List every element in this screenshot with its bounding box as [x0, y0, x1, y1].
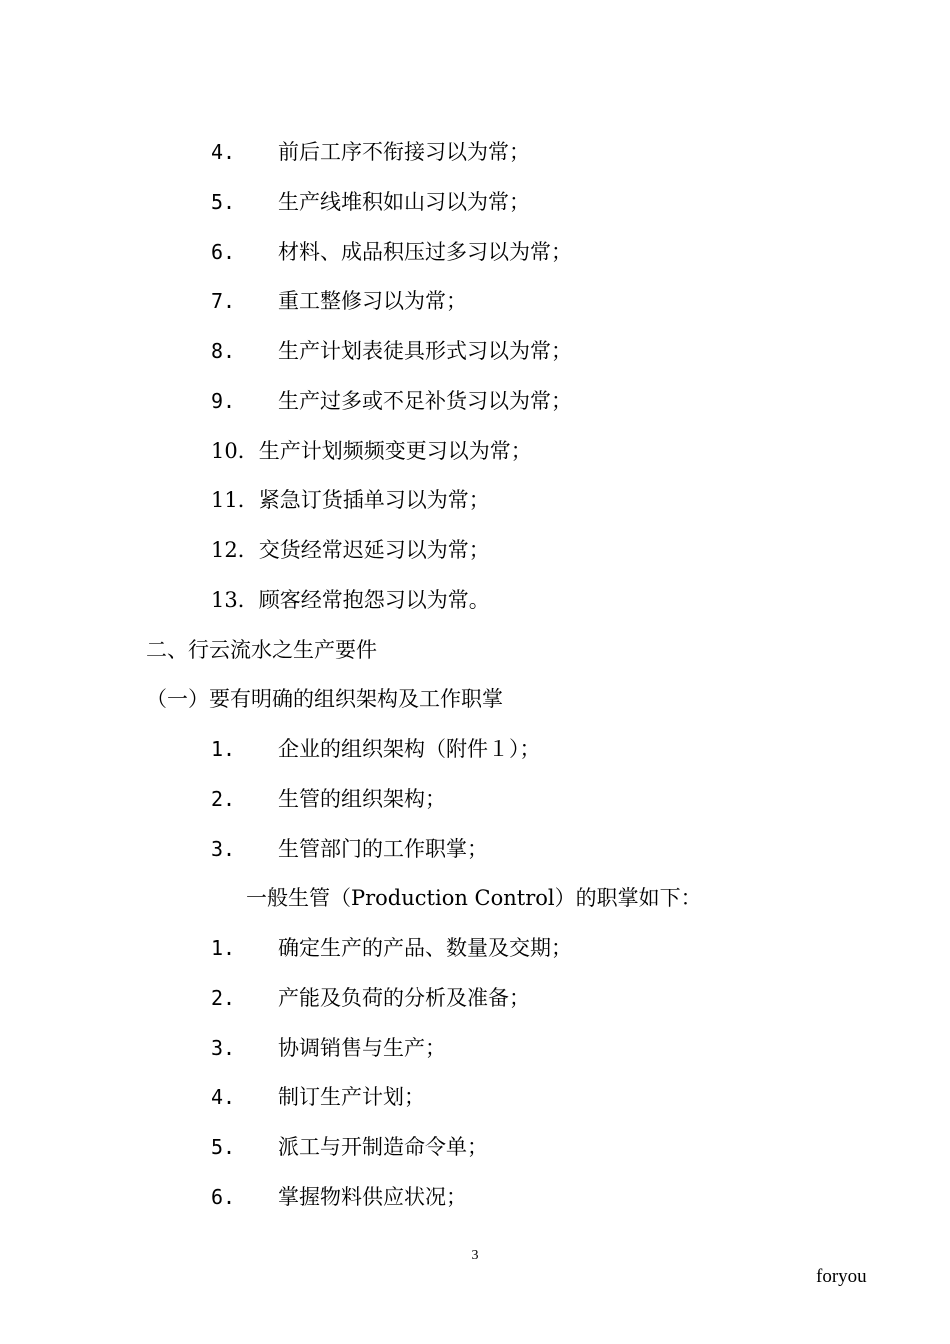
list-item-text: 掌握物料供应状况；: [278, 1185, 467, 1209]
list-item: [0, 337, 950, 365]
list-item: [0, 934, 950, 962]
list-item-number: 3.: [211, 1036, 236, 1060]
list-item-text: 生产计划表徒具形式习以为常；: [278, 339, 572, 363]
section-heading: [0, 636, 950, 664]
list-item-text: 重工整修习以为常；: [278, 289, 467, 313]
list-item: [0, 138, 950, 166]
list-item-number: 6.: [211, 240, 236, 264]
list-item: [0, 536, 950, 564]
list-item: [0, 984, 950, 1012]
list-item-text: 生产线堆积如山习以为常；: [278, 190, 530, 214]
list-item-number: 5.: [211, 190, 236, 214]
list-item-text: 13．顾客经常抱怨习以为常。: [211, 588, 490, 612]
list-item-number: 2.: [211, 787, 236, 811]
list-item-text: 11．紧急订货插单习以为常；: [211, 488, 490, 512]
list-item: [0, 785, 950, 813]
list-item: [0, 1034, 950, 1062]
list-item: [0, 238, 950, 266]
list-item-text: 生管部门的工作职掌；: [278, 837, 488, 861]
list-item-number: 1.: [211, 936, 236, 960]
list-item-text: 派工与开制造命令单；: [278, 1135, 488, 1159]
list-item-text: 生管的组织架构；: [278, 787, 446, 811]
list-item: [0, 735, 950, 763]
subsection-heading: [0, 685, 950, 713]
list-item-number: 8.: [211, 339, 236, 363]
list-item: [0, 437, 950, 465]
list-item: [0, 1083, 950, 1111]
list-item-number: 7.: [211, 289, 236, 313]
list-item-number: 3.: [211, 837, 236, 861]
page-number: 3: [471, 1248, 479, 1263]
list-item-number: 9.: [211, 389, 236, 413]
list-item: [0, 835, 950, 863]
list-item-text: 前后工序不衔接习以为常；: [278, 140, 530, 164]
list-item: [0, 1133, 950, 1161]
list-item-text: 产能及负荷的分析及准备；: [278, 986, 530, 1010]
footer-mark: foryou: [816, 1266, 867, 1287]
list-item-number: 5.: [211, 1135, 236, 1159]
subsection-heading-text: （一）要有明确的组织架构及工作职掌: [146, 687, 503, 711]
note-text: 一般生管（Production Control）的职掌如下：: [246, 886, 702, 910]
list-item: [0, 586, 950, 614]
list-item-text: 企业的组织架构（附件１）；: [278, 737, 541, 761]
list-item: [0, 287, 950, 315]
note-line: [0, 884, 950, 912]
list-item: [0, 387, 950, 415]
list-item-number: 2.: [211, 986, 236, 1010]
list-item-number: 4.: [211, 140, 236, 164]
list-item: [0, 188, 950, 216]
list-item: [0, 1183, 950, 1211]
list-item-text: 生产过多或不足补货习以为常；: [278, 389, 572, 413]
list-item-number: 4.: [211, 1085, 236, 1109]
list-item-text: 材料、成品积压过多习以为常；: [278, 240, 572, 264]
list-item: [0, 486, 950, 514]
section-heading-text: 二、行云流水之生产要件: [146, 638, 377, 662]
list-item-text: 制订生产计划；: [278, 1085, 425, 1109]
list-item-text: 协调销售与生产；: [278, 1036, 446, 1060]
list-item-number: 6.: [211, 1185, 236, 1209]
list-item-text: 确定生产的产品、数量及交期；: [278, 936, 572, 960]
list-item-number: 1.: [211, 737, 236, 761]
list-item-text: 10．生产计划频频变更习以为常；: [211, 439, 532, 463]
list-item-text: 12．交货经常迟延习以为常；: [211, 538, 490, 562]
